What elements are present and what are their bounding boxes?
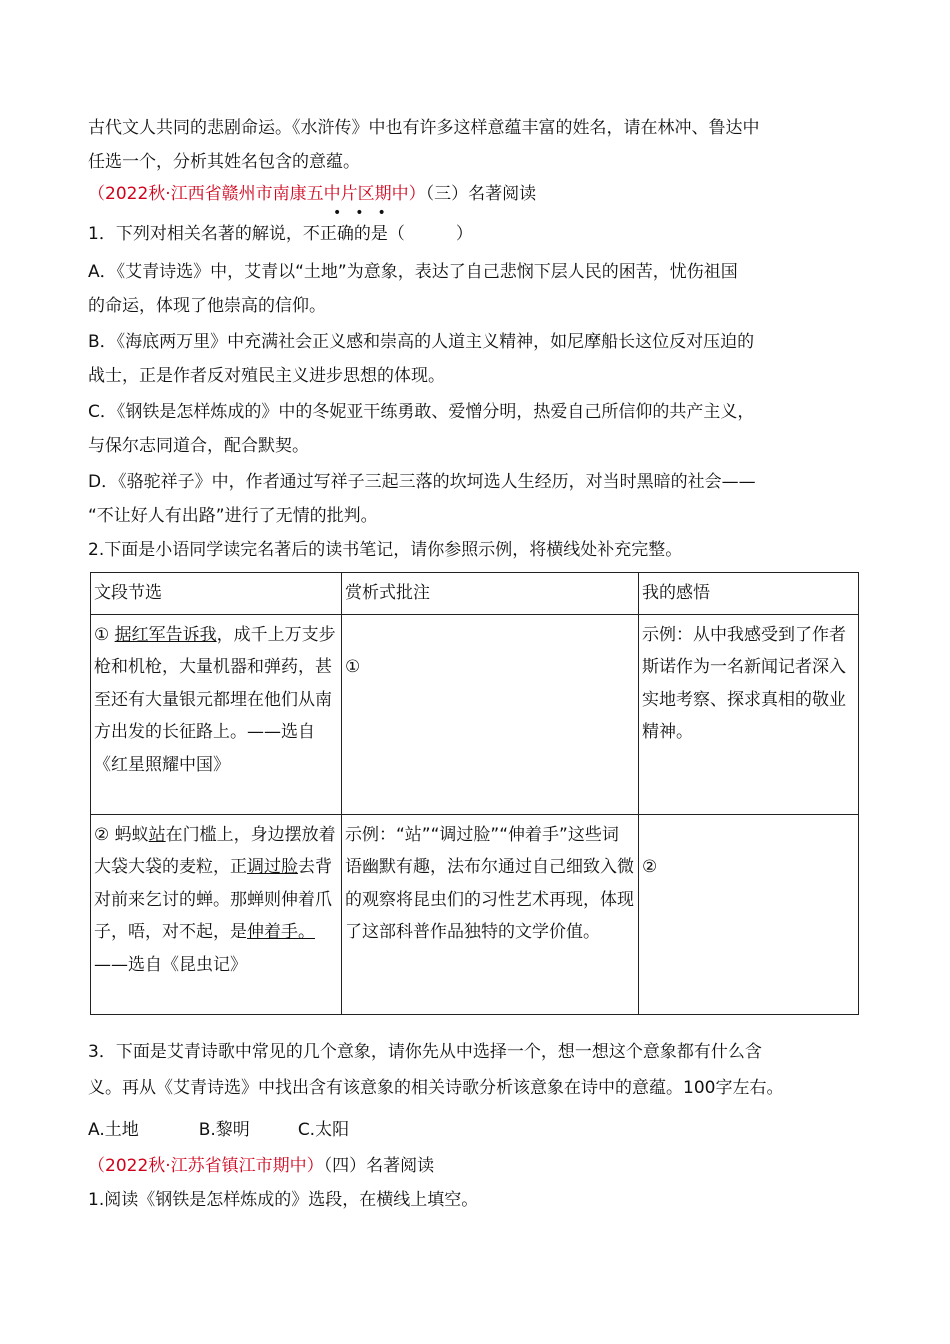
row2-excerpt-underlined: 伸着手。: [247, 922, 315, 942]
row2-excerpt-part: 去背对前来乞讨的蝉。那蝉则伸着爪子，唔，对不起，是: [94, 857, 332, 942]
section4-title: （四）名著阅读: [323, 1156, 435, 1176]
header-annotation: 赏析式批注: [342, 573, 639, 615]
option-c-line-1: C．《钢铁是怎样炼成的》中的冬妮亚干练勇敢、爱憎分明，热爱自己所信仰的共产主义，: [88, 402, 755, 422]
q3-option-a: A.土地: [88, 1120, 139, 1140]
table-header-row: [91, 573, 859, 615]
row1-annotation[interactable]: [342, 614, 639, 814]
q3-option-c: C.太阳: [297, 1120, 350, 1140]
row1-insight: 示例：从中我感受到了作者斯诺作为一名新闻记者深入实地考察、探求真相的敬业精神。: [639, 614, 859, 814]
table-row: [91, 814, 859, 1014]
row1-annotation-text: ①: [345, 656, 361, 677]
row2-excerpt-part: ② 蚂蚁: [94, 824, 149, 845]
section3-source: （2022秋·江西省赣州市南康五中片区期中）: [88, 184, 426, 204]
section3-header: [88, 182, 536, 206]
q2-stem: 2.下面是小语同学读完名著后的读书笔记，请你参照示例，将横线处补充完整。: [88, 540, 683, 560]
table-row: [91, 614, 859, 814]
row2-insight-text: ②: [642, 856, 658, 877]
row2-excerpt-underlined: 调过脸: [247, 857, 298, 877]
row1-excerpt: [91, 614, 342, 814]
row2-annotation: 示例：“站”“调过脸”“伸着手”这些词语幽默有趣，法布尔通过自己细致入微的观察将昆虫们的习性艺术再现，体现了这部科普作品独特的文学价值。: [342, 814, 639, 1014]
q1-stem: 1．下列对相关名著的解说，不正确的是（ ）: [88, 224, 473, 244]
intro-line-2: 任选一个，分析其姓名包含的意蕴。: [88, 152, 360, 172]
reading-notes-table: [90, 572, 859, 1015]
emphasis-dots: •••: [333, 205, 400, 221]
option-a-line-1: A．《艾青诗选》中，艾青以“土地”为意象，表达了自己悲悯下层人民的困苦，忧伤祖国: [88, 262, 738, 282]
option-c-line-2: 与保尔志同道合，配合默契。: [88, 436, 309, 456]
section3-title: （三）名著阅读: [425, 184, 537, 204]
option-b-line-1: B．《海底两万里》中充满社会正义感和崇高的人道主义精神，如尼摩船长这位反对压迫的: [88, 332, 755, 352]
row1-excerpt-rest: ，成千上万支步枪和机枪，大量机器和弹药，甚至还有大量银元都埋在他们从南方出发的长征路上。——选自《红星照耀中国》: [94, 624, 336, 775]
header-excerpt: 文段节选: [91, 573, 342, 615]
option-d-line-1: D．《骆驼祥子》中，作者通过写祥子三起三落的坎坷选人生经历，对当时黑暗的社会——: [88, 472, 756, 492]
option-b-line-2: 战士，正是作者反对殖民主义进步思想的体现。: [88, 366, 445, 386]
row2-excerpt-part: 在门槛上，身边摆放着大袋大袋的麦粒，正: [94, 824, 336, 877]
row2-excerpt-part: ——选自《昆虫记》: [94, 954, 247, 975]
row1-excerpt-underlined: 据红军告诉我: [114, 624, 217, 645]
section4-header: [88, 1154, 434, 1178]
q3-options: [88, 1118, 349, 1142]
row2-excerpt-underlined: 站: [148, 824, 166, 845]
section4-q1-stem: 1.阅读《钢铁是怎样炼成的》选段，在横线上填空。: [88, 1190, 479, 1210]
row2-insight[interactable]: [639, 814, 859, 1014]
q3-line-1: 3．下面是艾青诗歌中常见的几个意象，请你先从中选择一个，想一想这个意象都有什么含: [88, 1042, 762, 1062]
option-d-line-2: “不让好人有出路”进行了无情的批判。: [88, 506, 378, 526]
q3-line-2: 义。再从《艾青诗选》中找出含有该意象的相关诗歌分析该意象在诗中的意蕴。100字左右。: [88, 1078, 784, 1098]
row1-excerpt-prefix: ①: [94, 624, 115, 645]
intro-line-1: 古代文人共同的悲剧命运。《水浒传》中也有许多这样意蕴丰富的姓名，请在林冲、鲁达中: [88, 118, 760, 138]
q3-option-b: B.黎明: [198, 1120, 250, 1140]
option-a-line-2: 的命运，体现了他崇高的信仰。: [88, 296, 326, 316]
header-insight: 我的感悟: [639, 573, 859, 615]
row2-excerpt: [91, 814, 342, 1014]
section4-source: （2022秋·江苏省镇江市期中）: [88, 1156, 324, 1176]
